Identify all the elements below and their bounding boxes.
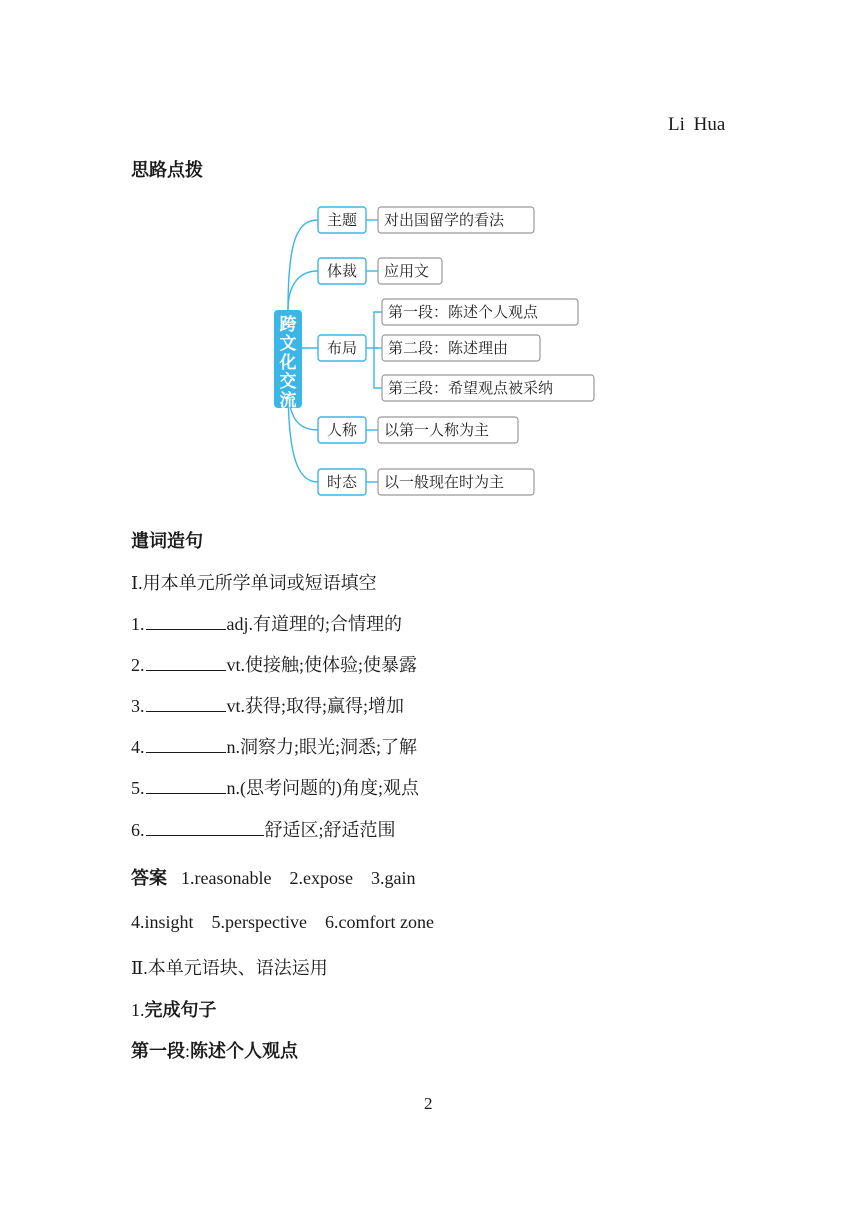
exercise-4-text: n.洞察力;眼光;洞悉;了解 — [226, 737, 418, 757]
section-title-wording: 遣词造句 — [131, 531, 203, 552]
branch-label-layout: 布局 — [326, 339, 358, 357]
answer-5: 5.perspective — [211, 912, 307, 932]
page-number: 2 — [424, 1094, 433, 1113]
exercise-5-number: 5. — [131, 778, 145, 798]
center-char-2: 文 — [279, 334, 297, 354]
exercise-4-blank[interactable] — [146, 736, 226, 753]
leaf-person: 以第一人称为主 — [384, 421, 490, 439]
exercise-3-number: 3. — [131, 696, 145, 716]
answer-6: 6.comfort zone — [324, 912, 434, 932]
exercise-4 — [131, 733, 417, 759]
exercise-4-number: 4. — [131, 737, 145, 757]
exercise-2 — [131, 651, 417, 677]
answer-1: 1.reasonable — [181, 868, 272, 888]
branch-layout — [318, 299, 594, 401]
mind-map — [270, 198, 610, 502]
exercise-6 — [131, 816, 396, 842]
answer-4: 4.insight — [131, 912, 194, 932]
exercise-2-blank[interactable] — [146, 654, 226, 671]
exercise-6-text: 舒适区;舒适范围 — [264, 820, 396, 840]
exercise-3-text: vt.获得;取得;赢得;增加 — [226, 696, 405, 716]
exercise-3-blank[interactable] — [146, 695, 226, 712]
answer-2: 2.expose — [289, 868, 353, 888]
paragraph-1-text: 陈述个人观点 — [190, 1041, 299, 1062]
subsection-1 — [131, 996, 217, 1022]
branch-person — [318, 417, 518, 443]
part2-title: Ⅱ.本单元语块、语法运用 — [131, 958, 328, 978]
branch-genre — [318, 258, 442, 284]
leaf-layout-para2: 第二段：陈述理由 — [388, 339, 509, 357]
center-char-1: 跨 — [279, 315, 297, 335]
signature: Li Hua — [668, 114, 726, 135]
center-char-3: 化 — [279, 353, 297, 373]
exercise-1-blank[interactable] — [146, 613, 226, 630]
leaf-tense: 以一般现在时为主 — [384, 473, 505, 491]
leaf-theme: 对出国留学的看法 — [384, 211, 505, 229]
exercise-1 — [131, 610, 402, 636]
exercise-5 — [131, 774, 419, 800]
branch-label-person: 人称 — [326, 421, 358, 439]
center-char-5: 流 — [279, 391, 297, 411]
exercise-2-number: 2. — [131, 655, 145, 675]
answer-3: 3.gain — [370, 868, 416, 888]
paragraph-1-heading — [131, 1037, 298, 1063]
branch-tense — [318, 469, 534, 495]
exercise-1-text: adj.有道理的;合情理的 — [226, 614, 402, 634]
section-title-approach: 思路点拨 — [131, 160, 203, 181]
leaf-genre: 应用文 — [384, 262, 430, 280]
leaf-layout-para3: 第三段：希望观点被采纳 — [388, 379, 554, 397]
branch-label-genre: 体裁 — [326, 262, 358, 280]
branch-theme — [318, 207, 534, 233]
exercise-5-blank[interactable] — [146, 777, 226, 794]
answers-line-1 — [131, 864, 433, 890]
paragraph-1-label: 第一段 — [131, 1041, 185, 1062]
part1-title: Ⅰ.用本单元所学单词或短语填空 — [131, 573, 377, 593]
answer-label: 答案 — [131, 868, 167, 889]
exercise-3 — [131, 692, 404, 718]
exercise-6-number: 6. — [131, 820, 145, 840]
branch-label-theme: 主题 — [326, 211, 358, 229]
branch-label-tense: 时态 — [326, 473, 358, 491]
subsection-1-title: 完成句子 — [144, 1000, 217, 1021]
exercise-1-number: 1. — [131, 614, 145, 634]
exercise-6-blank[interactable] — [146, 819, 264, 836]
exercise-2-text: vt.使接触;使体验;使暴露 — [226, 655, 418, 675]
leaf-layout-para1: 第一段：陈述个人观点 — [388, 303, 539, 321]
exercise-5-text: n.(思考问题的)角度;观点 — [226, 778, 419, 798]
paragraph-1-separator: : — [185, 1041, 191, 1061]
subsection-1-number: 1. — [131, 1000, 145, 1020]
answers-line-2 — [131, 912, 452, 933]
center-char-4: 交 — [279, 372, 297, 392]
